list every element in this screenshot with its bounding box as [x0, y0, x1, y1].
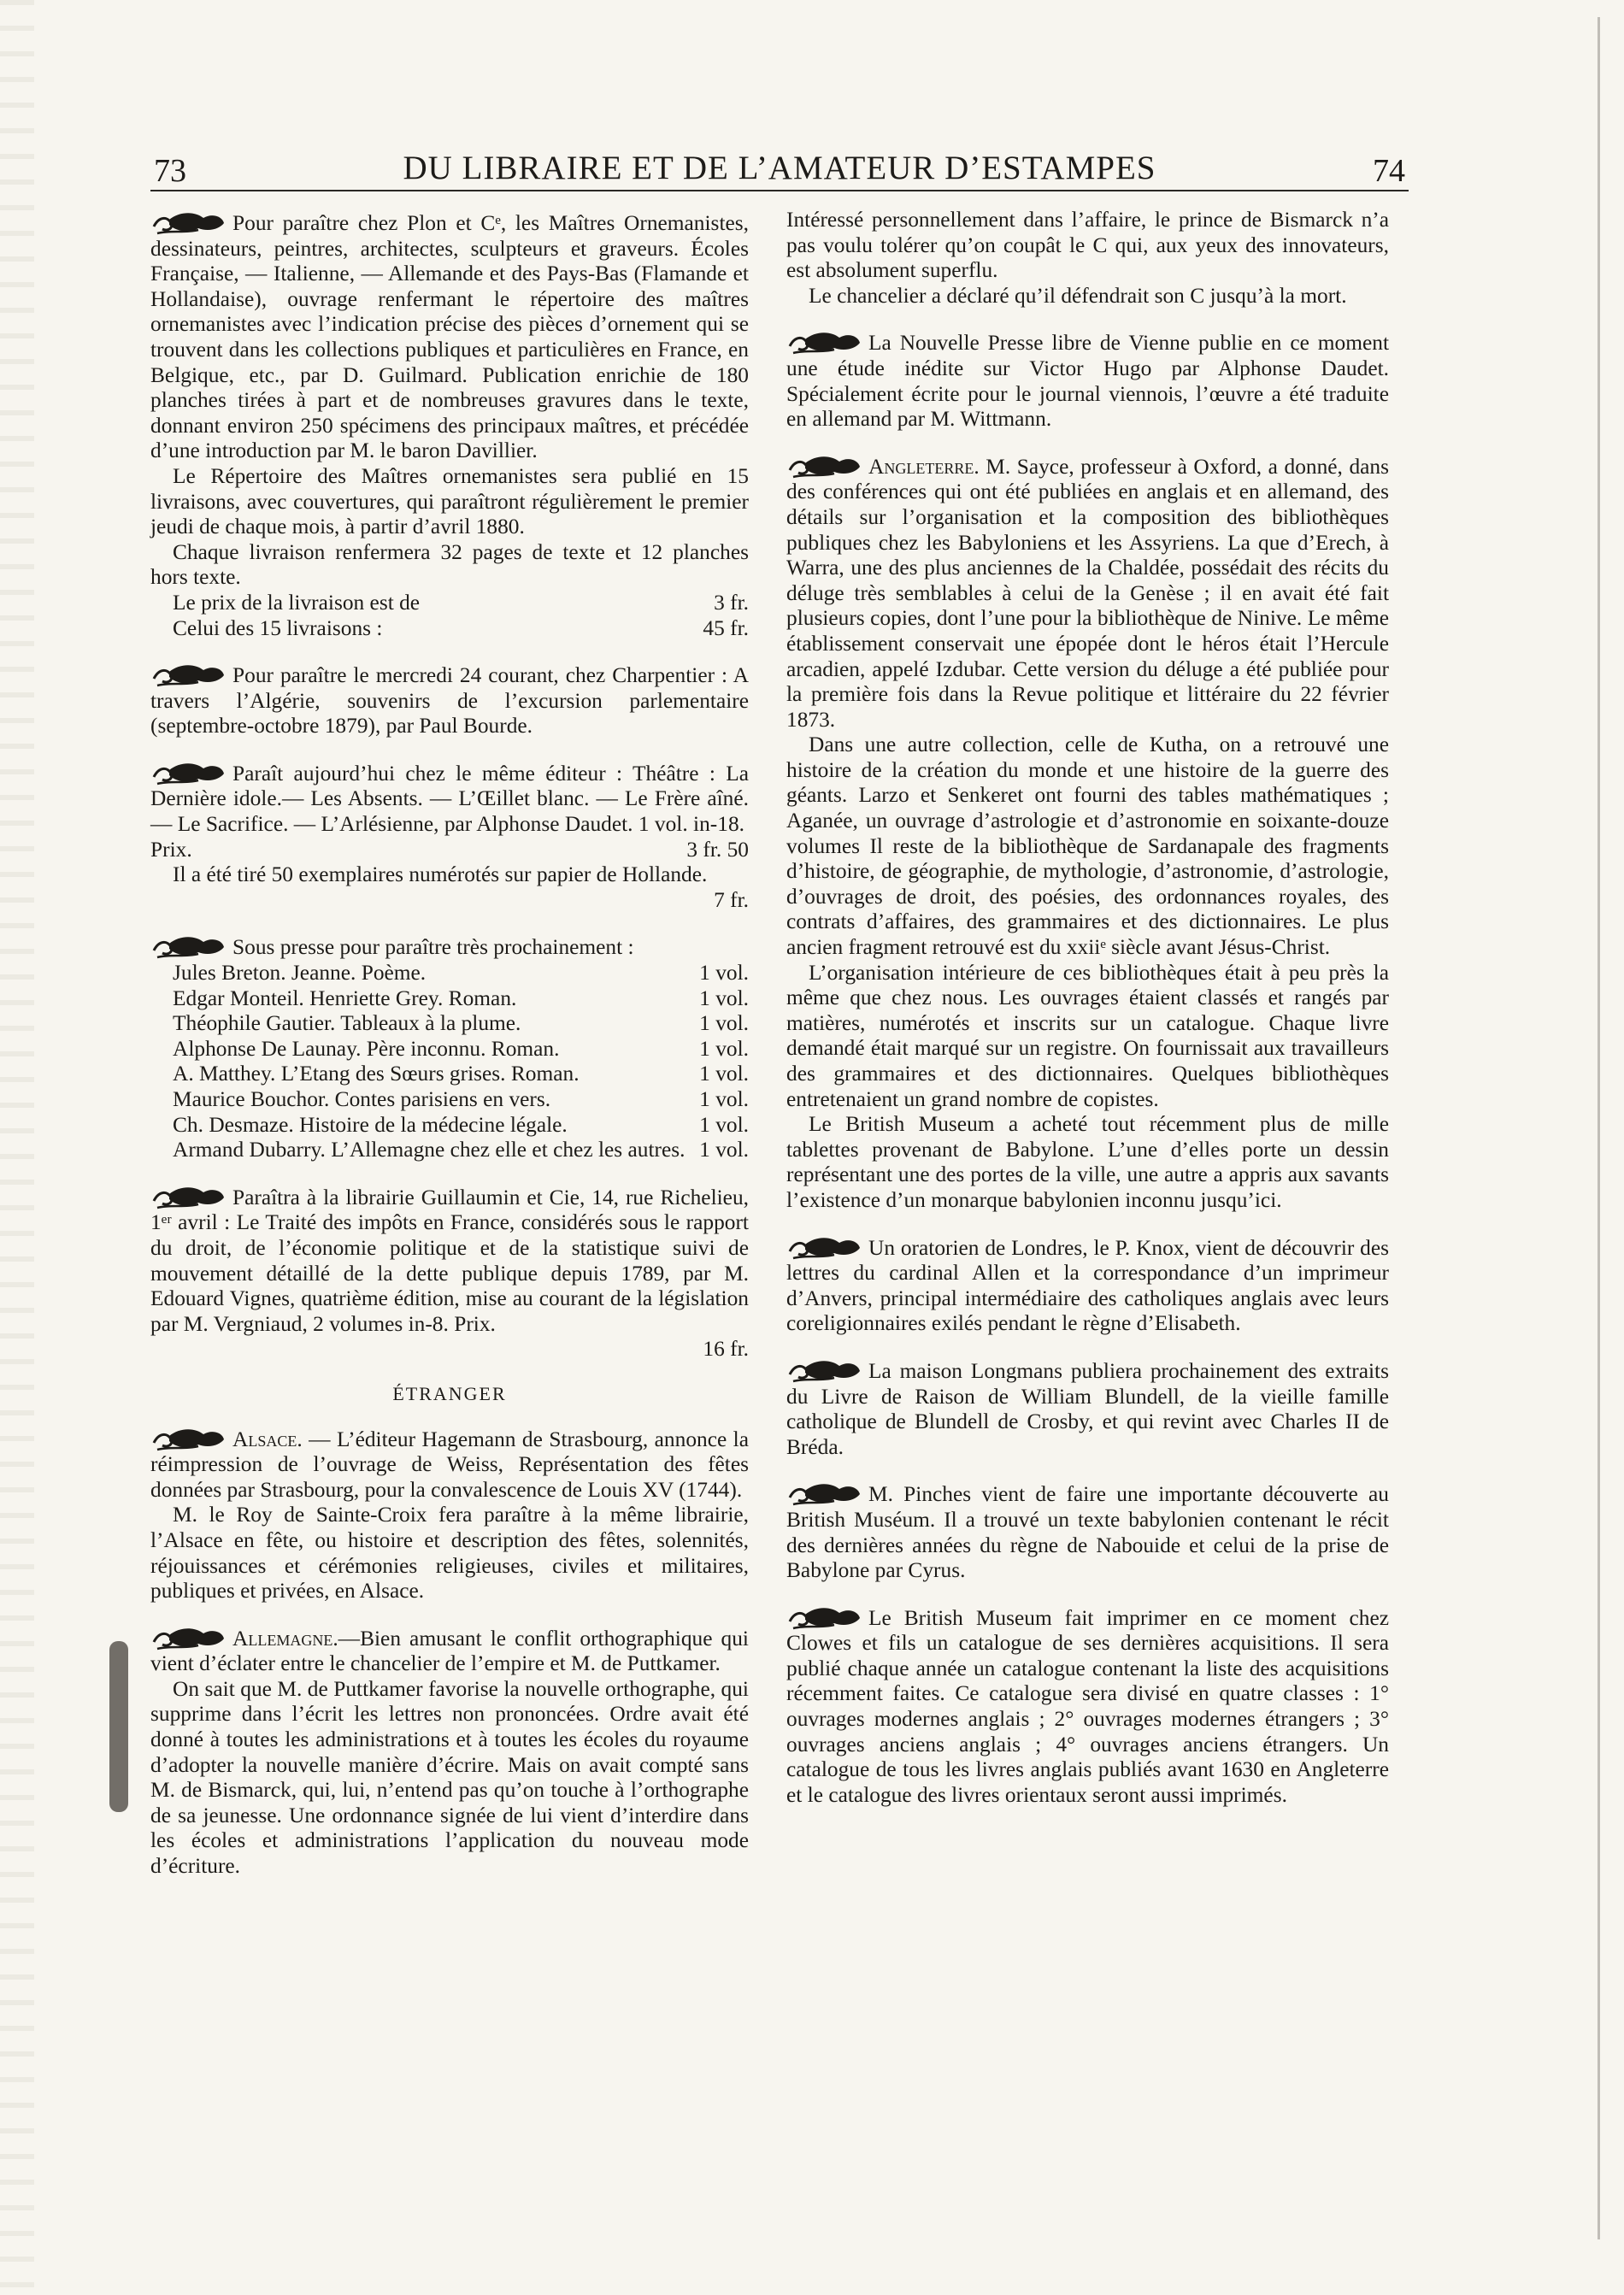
- notice-text: M. le Roy de Sainte-Croix fera paraître à la même librairie, l’Alsace en fête, ou histoire et description des fêtes, solennités, réjouissances et cérémonies religieuses, civiles et militaires, publiques et privées, en Alsace.: [150, 1503, 749, 1604]
- hand-fleuron-icon: [786, 1356, 863, 1383]
- price-line: [150, 616, 749, 642]
- book-title: Alphonse De Launay. Père inconnu. Roman.: [173, 1036, 560, 1061]
- hand-fleuron-icon: [786, 1233, 863, 1260]
- price-line: [150, 838, 749, 863]
- notice-alsace: [150, 1424, 749, 1604]
- country-lead: Alsace.: [232, 1427, 303, 1451]
- hand-fleuron-icon: [786, 451, 863, 479]
- book-list-item: [150, 986, 749, 1012]
- notice-text: Dans une autre collection, celle de Kutha, on a retrouvé une histoire de la création du monde et une histoire de la guerre des géants. Larzo et Senkeret ont fourni des tables mathématiques ; Aganée, un ouvrage d’astrologie et d’astronomie en soixante-douze volumes Il reste de la bibliothèque de Sardanapale des fragments d’histoire, de géographie, de mythologie, d’astronomie, d’astrologie, d’ouvrages de droit, des poésies, des ordonnances royales, des contrats d’affaires, des grammaires et des dictionnaires. Le plus ancien fragment retrouvé est du xxiiᵉ siècle avant Jésus-Christ.: [786, 733, 1389, 960]
- price-value: 3 fr. 50: [686, 837, 749, 862]
- notice-allemagne: [150, 1623, 749, 1880]
- notice-text: M. Pinches vient de faire une importante découverte au British Muséum. Il a trouvé un texte babylonien contenant le récit des dernières années du règne de Nabouide et celui de la prise de Babylone par Cyrus.: [786, 1482, 1389, 1583]
- notice-text: — L’éditeur Hagemann de Strasbourg, annonce la réimpression de l’ouvrage de Weiss, Représentation des fêtes données par Strasbourg, pour la convalescence de Louis XV (1744).: [150, 1427, 749, 1502]
- notice-angleterre: [786, 451, 1389, 1214]
- notice-text: Un oratorien de Londres, le P. Knox, vient de découvrir des lettres du cardinal Allen et la correspondance d’un imprimeur d’Anvers, principal intermédiaire des catholiques anglais avec leurs coreligionnaires exilés pendant le règne d’Elisabeth.: [786, 1235, 1389, 1336]
- notice-text: Paraît aujourd’hui chez le même éditeur : Théâtre : La Dernière idole.— Les Absents. — L’Œillet blanc. — Le Frère aîné. — Le Sacrifice. — L’Arlésienne, par Alphonse Daudet. 1 vol. in-18.: [150, 761, 749, 837]
- book-volume: 1 vol.: [699, 986, 749, 1010]
- notice-text: Sous presse pour paraître très prochainement :: [232, 935, 634, 960]
- book-volume: 1 vol.: [699, 1087, 749, 1111]
- notice-longmans: [786, 1356, 1389, 1460]
- notice-ornemanistes: [150, 208, 749, 641]
- book-title: Théophile Gautier. Tableaux à la plume.: [173, 1011, 521, 1036]
- notice-text: Le British Museum a acheté tout récemment plus de mille tablettes provenant de Babylone. L’une d’elles porte un dessin représentant une des portes de la ville, une autre a appris aux savants l’existence d’un monarque babylonien inconnu jusqu’ici.: [786, 1112, 1389, 1212]
- book-list-item: [150, 961, 749, 986]
- book-list-item: [150, 1011, 749, 1037]
- notice-british-museum-catalogue: [786, 1603, 1389, 1809]
- notice-pinches: [786, 1479, 1389, 1583]
- book-title: Maurice Bouchor. Contes parisiens en vers.: [173, 1087, 551, 1111]
- notice-sous-presse: [150, 932, 749, 1162]
- price-label: Celui des 15 livraisons :: [173, 615, 383, 640]
- price-value: 7 fr.: [714, 887, 749, 912]
- notice-text: Chaque livraison renfermera 32 pages de texte et 12 planches hors texte.: [150, 539, 749, 590]
- country-lead: Allemagne.: [232, 1626, 338, 1651]
- book-list-item: [150, 1113, 749, 1139]
- notice-text: —Bien amusant le conflit orthographique qui vient d’éclater entre le chancelier de l’empire et M. de Puttkamer.: [150, 1626, 749, 1676]
- book-title: Edgar Monteil. Henriette Grey. Roman.: [173, 986, 517, 1010]
- book-title: Ch. Desmaze. Histoire de la médecine légale.: [173, 1112, 568, 1137]
- page-number-right: 74: [1373, 153, 1405, 189]
- price-line: [150, 591, 749, 616]
- notice-text: La maison Longmans publiera prochainement des extraits du Livre de Raison de William Blundell, de la vieille famille catholique de Blundell de Crosby, et qui revint avec Charles II de Bréda.: [786, 1358, 1389, 1459]
- notice-text: Intéressé personnellement dans l’affaire, le prince de Bismarck n’a pas voulu tolérer qu’on coupât le C qui, aux yeux des innovateurs, est absolument superflu.: [786, 208, 1389, 283]
- book-list-item: [150, 1138, 749, 1163]
- notice-text: On sait que M. de Puttkamer favorise la nouvelle orthographe, qui supprime dans l’écrit les lettres non prononcées. Ordre avait été donné à toutes les administrations et à toutes les écoles du royaume d’adopter la nouvelle manière d’écrire. Mais on avait compté sans M. de Bismarck, qui, lui, n’entend pas qu’on touche à l’orthographe de sa jeunesse. Une ordonnance signée de lui vient d’interdire dans les écoles et administrations l’application du nouveau mode d’écriture.: [150, 1676, 749, 1879]
- book-volume: 1 vol.: [699, 1112, 749, 1137]
- hand-fleuron-icon: [150, 660, 227, 687]
- book-volume: 1 vol.: [699, 961, 749, 986]
- hand-fleuron-icon: [786, 1479, 863, 1506]
- price-value: 45 fr.: [703, 615, 749, 640]
- book-list: [150, 961, 749, 1163]
- notice-text: M. Sayce, professeur à Oxford, a donné, dans des conférences qui ont été publiées en anglais et en allemand, des détails sur l’organisation et la composition des bibliothèques publiques chez les Babyloniens et les Assyriens. La que d’Erech, à Warra, une des plus anciennes de la Chaldée, possédait des récits du déluge très semblables à celui de la Genèse ; il en avait été fait plusieurs copies, dont l’une pour la bibliothèque de Ninive. Le même établissement conservait une épopée dont le héros était l’Hercule arcadien, appelé Izdubar. Cette version du déluge a été publiée pour la première fois dans la Revue politique et littéraire du 22 février 1873.: [786, 454, 1389, 732]
- price-value: 3 fr.: [714, 590, 749, 615]
- notice-text: L’organisation intérieure de ces bibliothèques était à peu près la même que chez nous. Les ouvrages étaient classés et rangés par matières, numérotés et inscrits sur un catalogue. Chaque livre demandé était marqué sur un registre. On fournissait aux travailleurs des grammaires et des dictionnaires. Quelques bibliothèques entretenaient un grand nombre de copistes.: [786, 960, 1389, 1111]
- hand-fleuron-icon: [786, 1603, 863, 1630]
- page-header: [150, 147, 1409, 191]
- notice-theatre-daudet: [150, 758, 749, 914]
- price-value: 16 fr.: [703, 1337, 749, 1362]
- left-column: [150, 208, 749, 1898]
- notice-text: Pour paraître chez Plon et Cᵉ, les Maîtres Ornemanistes, dessinateurs, peintres, architectes, sculpteurs et graveurs. Écoles Française, — Italienne, — Allemande et des Pays-Bas (Flamande et Hollandaise), ouvrage renfermant le répertoire des maîtres ornemanistes avec l’indication précise des pièces d’ornement qui se trouvent dans les collections publiques et particulières en France, en Belgique, etc., par D. Guilmard. Publication enrichie de 180 planches tirées à part et de nombreuses gravures dans le texte, donnant environ 250 spécimens des principaux maîtres, et précédée d’une introduction par M. le baron Davillier.: [150, 211, 749, 463]
- notice-algerie: [150, 660, 749, 739]
- notice-bismarck-continued: [786, 208, 1389, 309]
- hand-fleuron-icon: [150, 208, 227, 235]
- book-volume: 1 vol.: [699, 1138, 749, 1162]
- price-label: Le prix de la livraison est de: [173, 590, 421, 615]
- price-label: Prix.: [150, 837, 192, 862]
- notice-traite-impots: [150, 1182, 749, 1362]
- book-title: Armand Dubarry. L’Allemagne chez elle et chez les autres.: [173, 1138, 685, 1162]
- notice-text: La Nouvelle Presse libre de Vienne publie en ce moment une étude inédite sur Victor Hugo par Alphonse Daudet. Spécialement écrite pour le journal viennois, l’œuvre a été traduite en allemand par M. Wittmann.: [786, 331, 1389, 432]
- notice-text: Le British Museum fait imprimer en ce moment chez Clowes et fils un catalogue de ses dernières acquisitions. Il sera publié chaque année un catalogue contenant la liste des acquisitions récemment faites. Ce catalogue sera divisé en quatre classes : 1° ouvrages modernes anglais ; 2° ouvrages modernes étrangers ; 3° ouvrages anciens anglais ; 4° ouvrages anciens étrangers. Un catalogue de tous les livres anglais publiés avant 1630 en Angleterre et le catalogue des livres orientaux seront aussi imprimés.: [786, 1605, 1389, 1807]
- country-lead: Angleterre.: [868, 454, 980, 479]
- hand-fleuron-icon: [786, 327, 863, 355]
- notice-knox: [786, 1233, 1389, 1337]
- book-title: Jules Breton. Jeanne. Poème.: [173, 961, 427, 986]
- notice-text: Le chancelier a déclaré qu’il défendrait son C jusqu’à la mort.: [809, 283, 1347, 308]
- running-title: DU LIBRAIRE ET DE L’AMATEUR D’ESTAMPES: [403, 150, 1156, 186]
- hand-fleuron-icon: [150, 758, 227, 786]
- book-volume: 1 vol.: [699, 1036, 749, 1061]
- book-volume: 1 vol.: [699, 1011, 749, 1036]
- notice-text: Le Répertoire des Maîtres ornemanistes sera publié en 15 livraisons, avec couvertures, qui paraîtront régulièrement le premier jeudi de chaque mois, à partir d’avril 1880.: [150, 463, 749, 539]
- book-list-item: [150, 1062, 749, 1087]
- book-list-item: [150, 1037, 749, 1062]
- hand-fleuron-icon: [150, 1424, 227, 1451]
- notice-text: Il a été tiré 50 exemplaires numérotés sur papier de Hollande.: [173, 862, 708, 887]
- book-list-item: [150, 1087, 749, 1113]
- right-column: [786, 208, 1389, 1827]
- notice-text: Paraîtra à la librairie Guillaumin et Cie, 14, rue Richelieu, 1ᵉʳ avril : Le Traité des impôts en France, considérés sous le rapport du droit, de l’économie politique et de la statistique suivi de mouvement détaillé de la dette publique depuis 1789, par M. Edouard Vignes, quatrième édition, mise au courant de la législation par M. Vergniaud, 2 volumes in-8. Prix.: [150, 1185, 749, 1336]
- hand-fleuron-icon: [150, 1623, 227, 1651]
- page-number-left: 73: [154, 153, 186, 189]
- price-line: [150, 888, 749, 914]
- book-volume: 1 vol.: [699, 1062, 749, 1086]
- hand-fleuron-icon: [150, 1182, 227, 1209]
- page-edge: [0, 0, 34, 2295]
- margin-mark: [109, 1641, 128, 1812]
- book-title: A. Matthey. L’Etang des Sœurs grises. Roman.: [173, 1062, 580, 1086]
- hand-fleuron-icon: [150, 932, 227, 959]
- price-line: [150, 1337, 749, 1362]
- gutter-line: [1598, 17, 1600, 2239]
- notice-text: Pour paraître le mercredi 24 courant, chez Charpentier : A travers l’Algérie, souvenirs de l’excursion parlementaire (septembre-octobre 1879), par Paul Bourde.: [150, 663, 749, 739]
- section-heading: ÉTRANGER: [392, 1382, 507, 1404]
- notice-nouvelle-presse: [786, 327, 1389, 432]
